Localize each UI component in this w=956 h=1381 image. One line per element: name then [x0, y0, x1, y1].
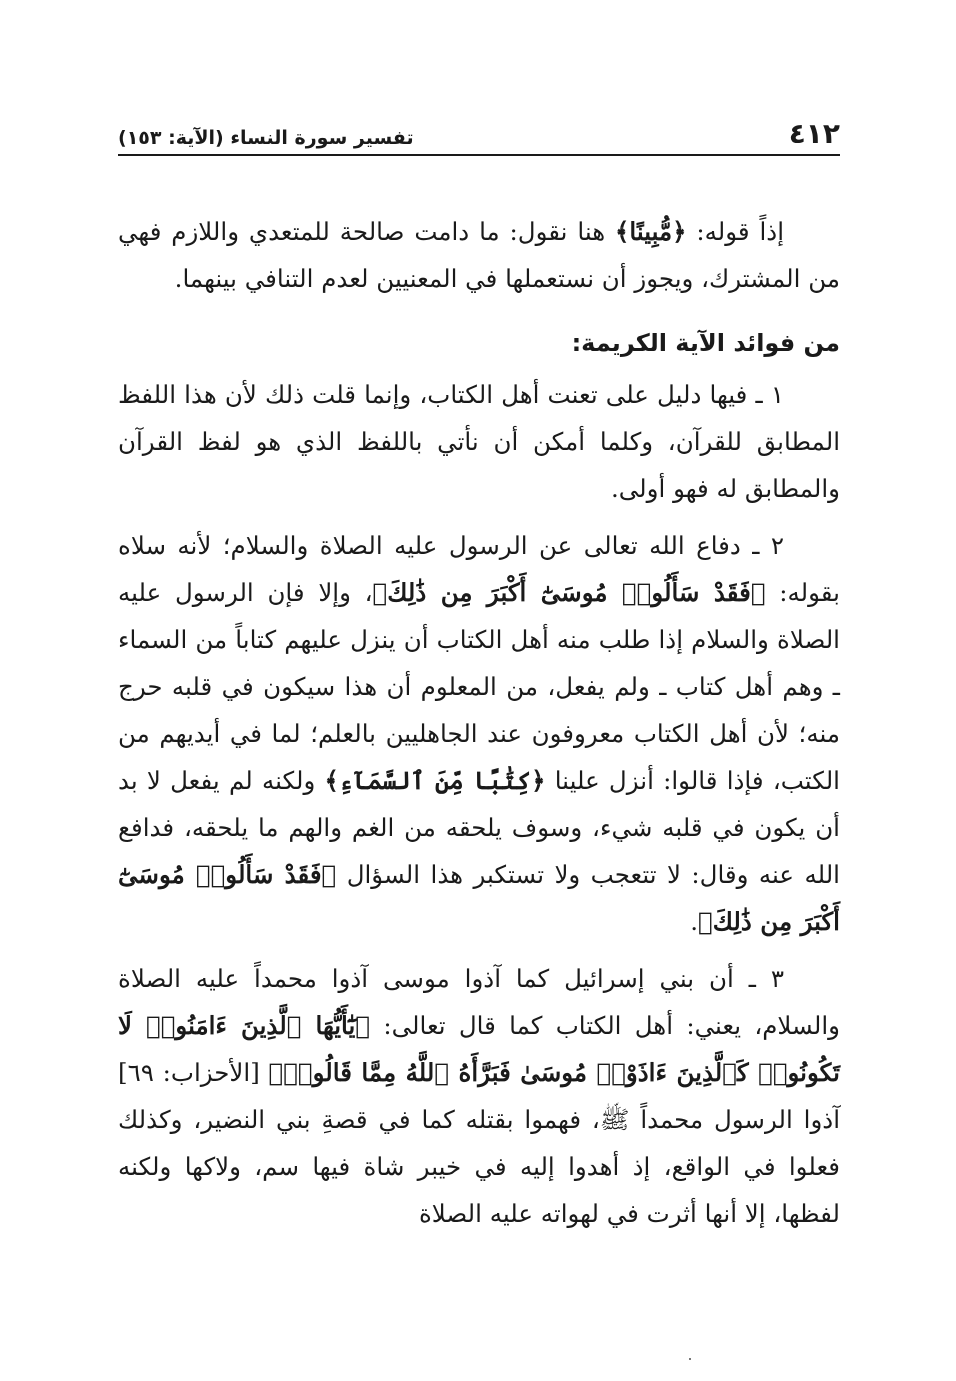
- point-2-text-d: .: [690, 907, 699, 936]
- intro-text-a: إذاً قوله:: [686, 217, 784, 246]
- scan-speck: [689, 1358, 691, 1360]
- quran-quote: ﴿كِتَٰبًا مِّنَ ٱلسَّمَآءِ﴾: [324, 766, 546, 795]
- point-3-text-a: ٣ ـ أن بني إسرائيل كما آذوا موسى آذوا محمداً عليه الصلاة والسلام، يعني: أهل الكتاب كما قال تعالى:: [118, 964, 840, 1040]
- body-text: [118, 208, 840, 1237]
- quran-quote: ﴿يَٰٓأَيُّهَا ٱلَّذِينَ ءَامَنُوا۟ لَا تَكُونُوا۟ كَٱلَّذِينَ ءَاذَوْا۟ مُوسَىٰ فَبَرَّأَهُ ٱللَّهُ مِمَّا قَالُوا۟﴾: [118, 1011, 841, 1087]
- point-2-text-b: ، وإلا فإن الرسول عليه الصلاة والسلام إذا طلب منه أهل الكتاب أن ينزل عليهم كتاباً من السماء ـ وهم أهل كتاب ـ ولم يفعل، من المعلوم أن هذا سيكون في قلبه حرج منه؛ لأن أهل الكتاب معروفون عند الجاهليين بالعلم؛ لما في أيديهم من الكتب، فإذا قالوا: أنزل علينا: [118, 578, 840, 795]
- point-2-text-c: ولكنه لم يفعل لا بد أن يكون في قلبه شيء، وسوف يلحقه من الغم والهم ما يلحقه، فدافع الله عنه وقال: لا تتعجب ولا تستكبر هذا السؤال: [118, 766, 840, 889]
- section-heading: من فوائد الآية الكريمة:: [571, 329, 840, 357]
- intro-text-b: هنا نقول: ما دامت صالحة للمتعدي واللازم فهي من المشترك، ويجوز أن نستعملها في المعنيين لعدم التنافي بينهما.: [118, 217, 840, 293]
- point-2-text-a: ٢ ـ دفاع الله تعالى عن الرسول عليه الصلاة والسلام؛ لأنه سلاه بقوله:: [118, 531, 841, 607]
- book-page: [118, 112, 840, 1237]
- intro-paragraph: [118, 208, 840, 302]
- verse-reference: [الأحزاب: ٦٩]: [118, 1058, 269, 1087]
- running-title: تفسير سورة النساء (الآية: ١٥٣): [118, 127, 414, 149]
- point-1-paragraph: ١ ـ فيها دليل على تعنت أهل الكتاب، وإنما قلت ذلك لأن هذا اللفظ المطابق للقرآن، وكلما أمكن أن نأتي باللفظ الذي هو لفظ القرآن والمطابق له فهو أولى.: [118, 380, 840, 503]
- point-3-paragraph: [118, 955, 840, 1237]
- point-3-text-b: آذوا الرسول محمداً ﷺ، فهموا بقتله كما في قصةِ بني النضير، وكذلك فعلوا في الواقع، إذ أهدوا إليه في خيبر شاة فيها سم، ولاكها ولكنه لفظها، إلا أنها أثرت في لهواته عليه الصلاة: [118, 1105, 840, 1228]
- quran-quote: ﴿فَقَدْ سَأَلُوا۟ مُوسَىٰٓ أَكْبَرَ مِن ذَٰلِكَ﴾: [118, 860, 840, 936]
- quran-quote: ﴿مُّبِينًا﴾: [615, 217, 687, 246]
- running-header: [118, 112, 840, 156]
- page-number: ٤١٢: [788, 117, 840, 150]
- quran-quote: ﴿فَقَدْ سَأَلُوا۟ مُوسَىٰٓ أَكْبَرَ مِن ذَٰلِكَ﴾: [372, 578, 766, 607]
- point-2-paragraph: [118, 522, 840, 945]
